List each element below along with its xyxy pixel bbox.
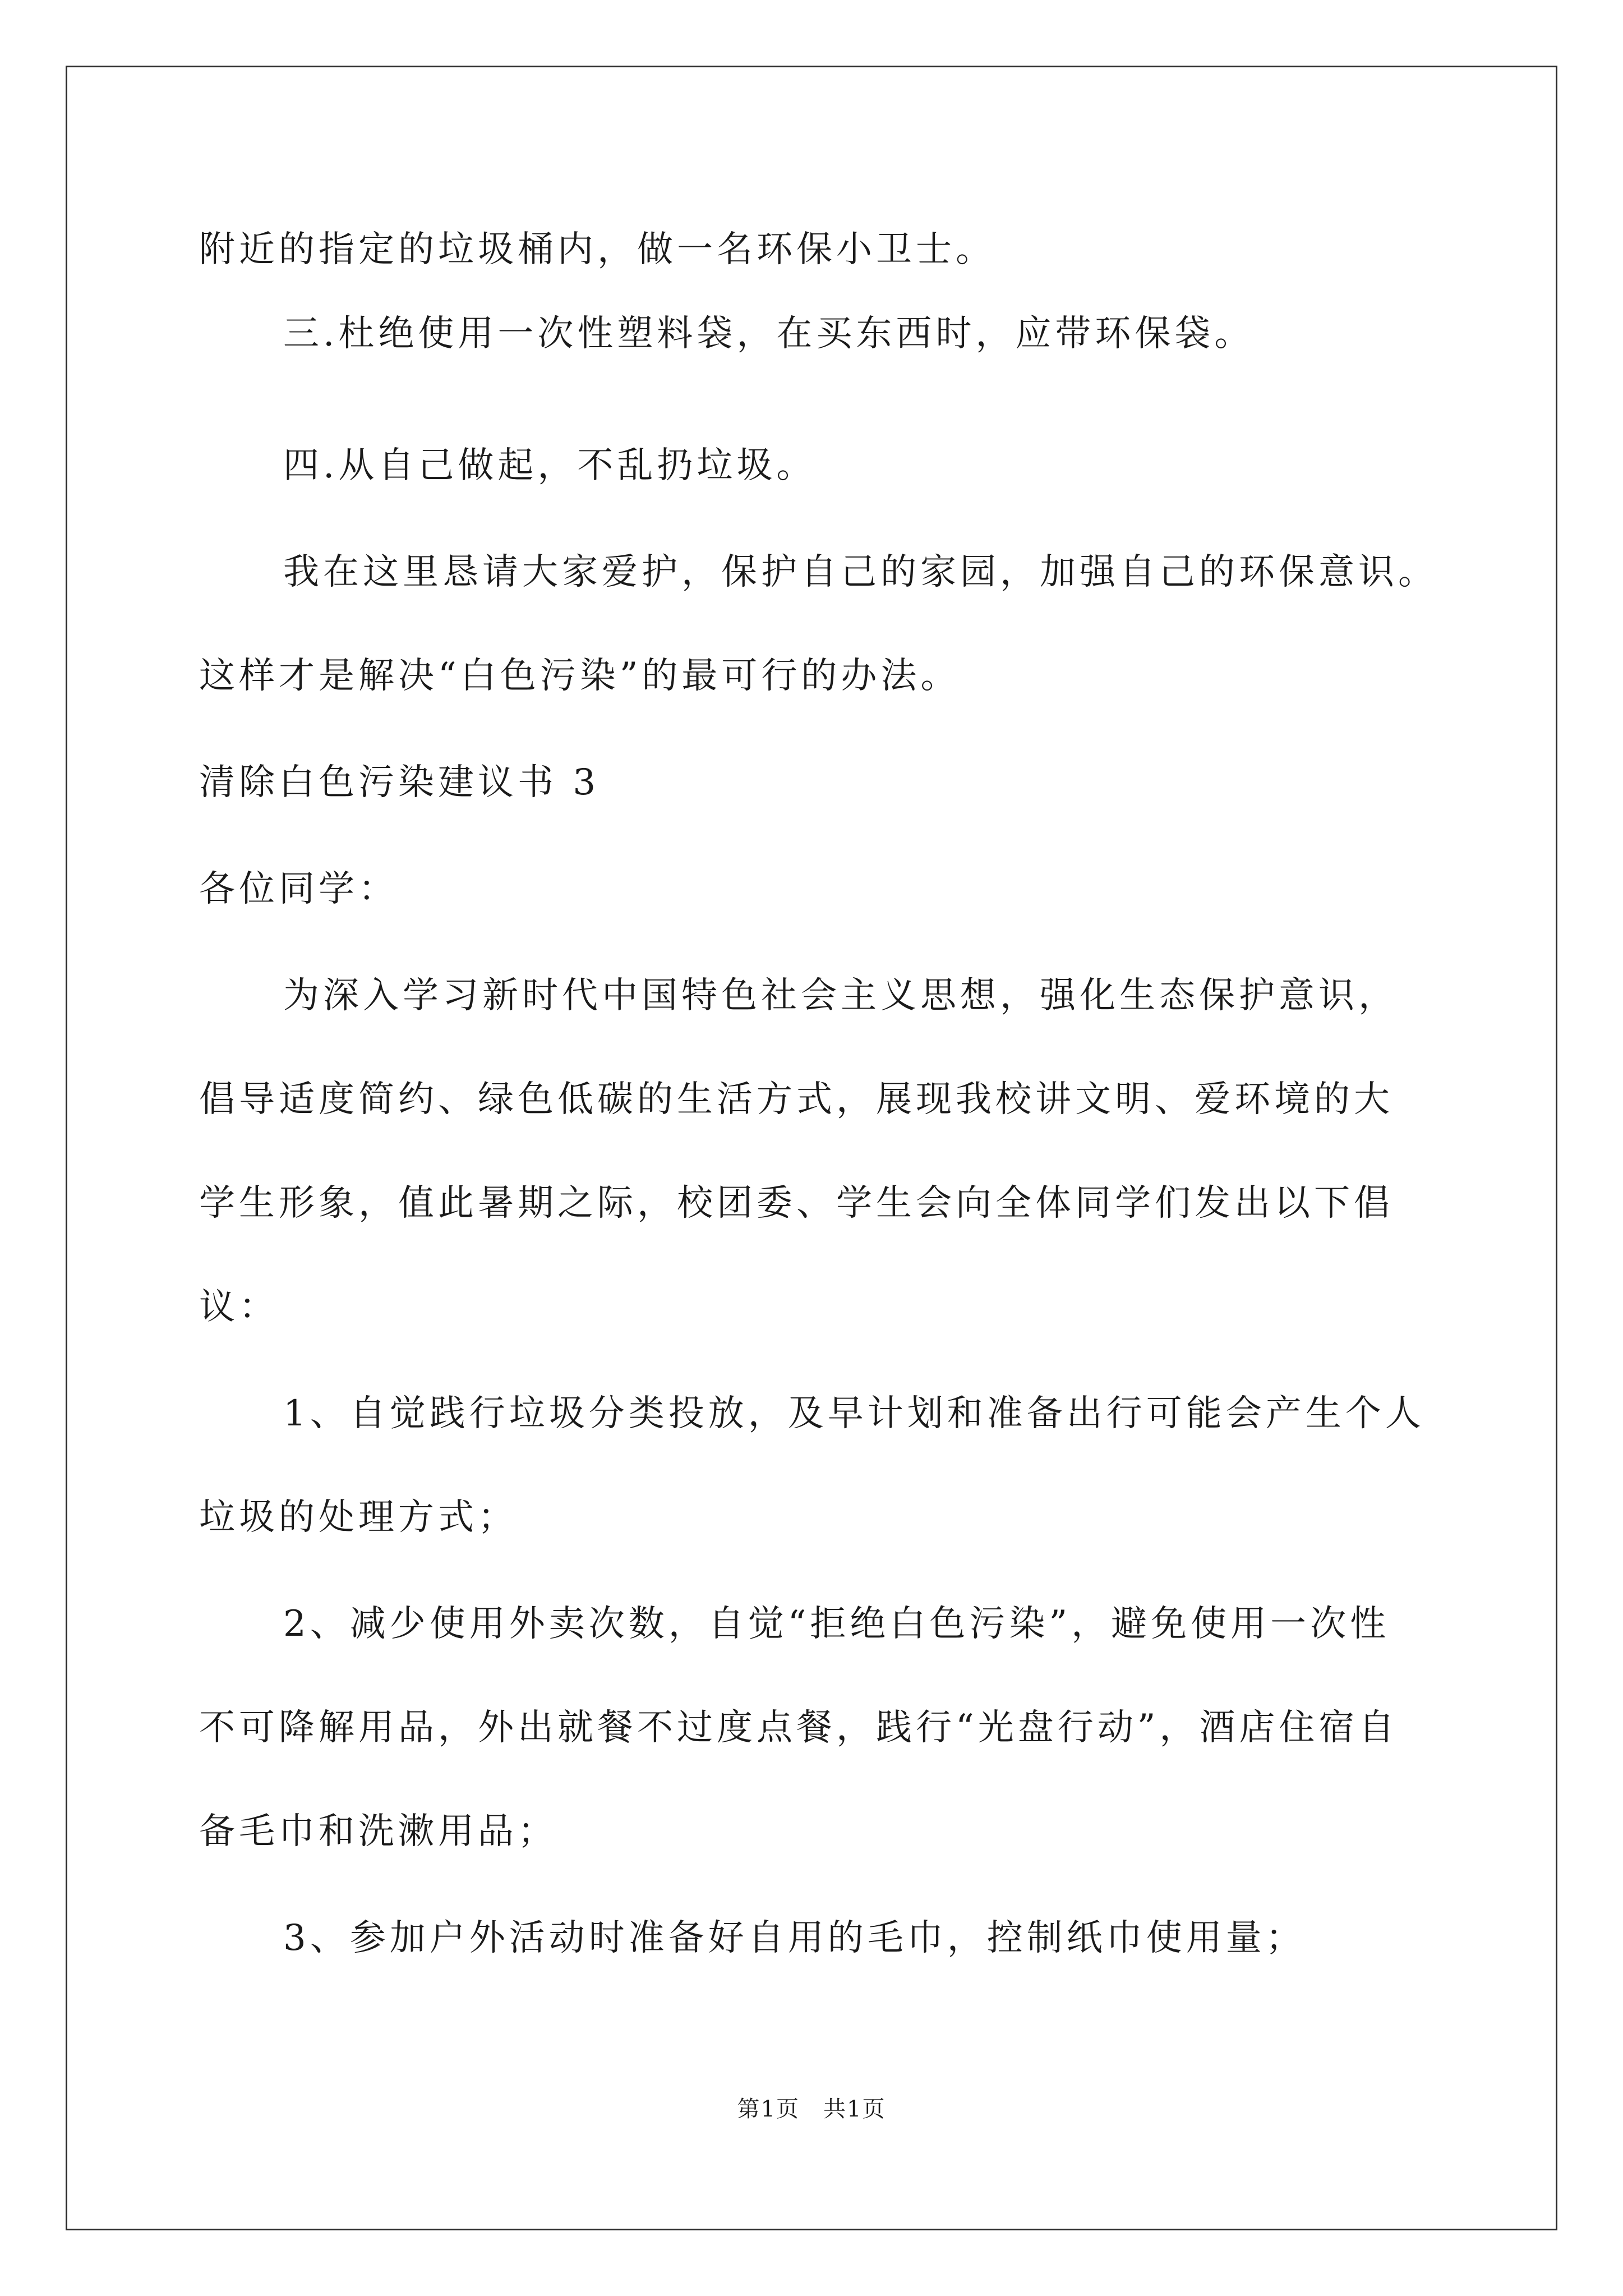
list-item-line: 垃圾的处理方式；	[199, 1497, 518, 1538]
list-item-line: 1、自觉践行垃圾分类投放，及早计划和准备出行可能会产生个人	[283, 1393, 1425, 1434]
text-line: 学生形象，值此暑期之际，校团委、学生会向全体同学们发出以下倡	[199, 1182, 1394, 1224]
list-item-line: 3、参加户外活动时准备好自用的毛巾，控制纸巾使用量；	[283, 1917, 1306, 1959]
text-line: 我在这里恳请大家爱护，保护自己的家园，加强自己的环保意识。	[283, 551, 1438, 593]
text-line: 四.从自己做起，不乱扔垃圾。	[283, 445, 817, 486]
list-item-line: 备毛巾和洗漱用品；	[199, 1811, 557, 1852]
text-line: 为深入学习新时代中国特色社会主义思想，强化生态保护意识，	[283, 975, 1398, 1016]
page-border	[66, 66, 1557, 2230]
section-heading: 清除白色污染建议书 3	[199, 762, 600, 803]
text-line: 附近的指定的垃圾桶内，做一名环保小卫士。	[199, 229, 995, 270]
text-line: 三.杜绝使用一次性塑料袋，在买东西时，应带环保袋。	[283, 313, 1255, 355]
list-item-line: 不可降解用品，外出就餐不过度点餐，践行“光盘行动”，酒店住宿自	[199, 1707, 1399, 1749]
text-line: 这样才是解决“白色污染”的最可行的办法。	[199, 655, 961, 697]
text-line: 议：	[199, 1286, 279, 1328]
page-footer: 第1页 共1页	[737, 2096, 886, 2122]
salutation: 各位同学：	[199, 868, 398, 910]
text-line: 倡导适度简约、绿色低碳的生活方式，展现我校讲文明、爱环境的大	[199, 1079, 1394, 1120]
list-item-line: 2、减少使用外卖次数，自觉“拒绝白色污染”，避免使用一次性	[283, 1603, 1390, 1645]
